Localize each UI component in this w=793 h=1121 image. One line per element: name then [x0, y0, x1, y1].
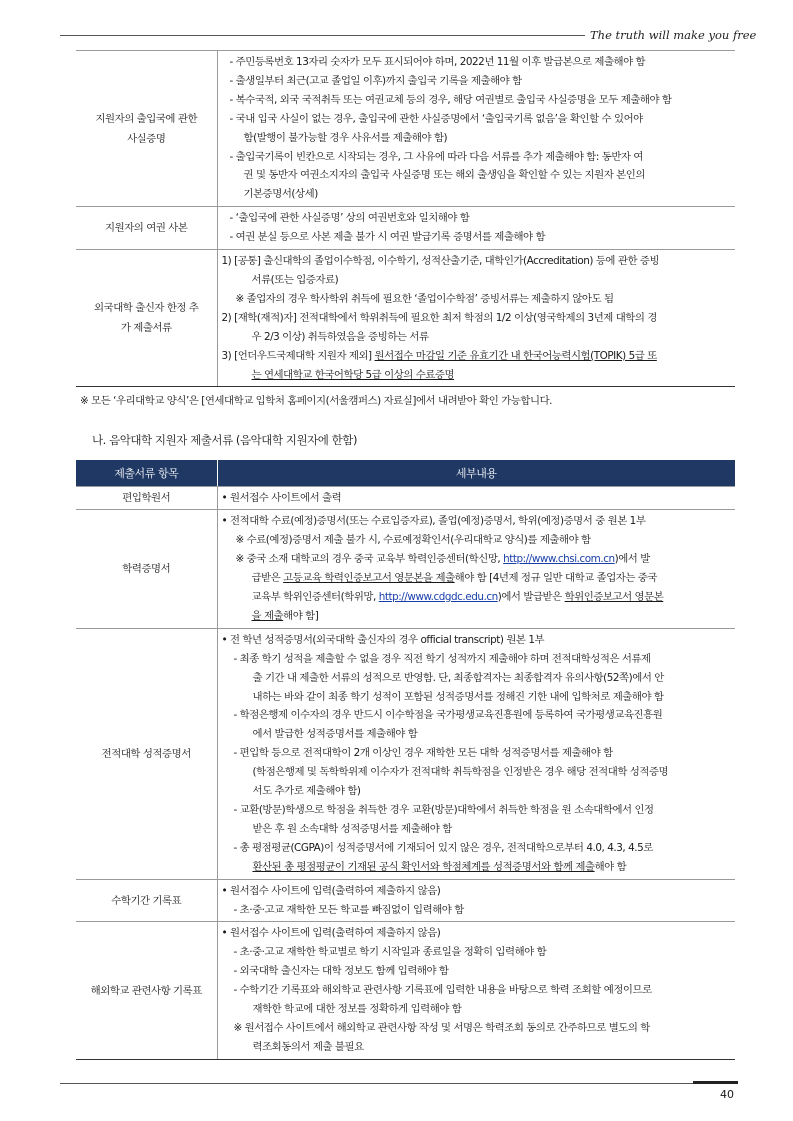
footer-rule — [60, 1083, 738, 1084]
cdgdc-link[interactable]: http://www.cdgdc.edu.cn — [378, 591, 498, 604]
table-row — [76, 207, 735, 250]
row-label: 편입학원서 — [76, 486, 217, 510]
content-line: - 출입국기록이 빈칸으로 시작되는 경우, 그 사유에 따라 다음 서류를 추가 제출해야 함: 동반자 여 — [229, 150, 643, 163]
row-label: 외국대학 출신자 한정 추가 제출서류 — [76, 250, 217, 387]
content-line: 내하는 바와 같이 최종 학기 성적이 포함된 성적증명서를 정해진 기한 내에 입학처로 제출해야 함 — [252, 690, 664, 703]
footnote: ※ 모든 ‘우리대학교 양식’은 [연세대학교 입학처 홈페이지(서울캠퍼스) 자료실]에서 내려받아 확인 가능합니다. — [80, 395, 553, 407]
section-title: 나. 음악대학 지원자 제출서류 (음악대학 지원자에 한함) — [92, 433, 358, 447]
column-header-detail: 세부내용 — [217, 460, 735, 486]
topik-line — [222, 347, 732, 366]
column-header-item: 제출서류 항목 — [76, 460, 217, 486]
row-label: 수학기간 기록표 — [76, 879, 217, 922]
table-row — [76, 250, 735, 387]
page-number: 40 — [720, 1088, 734, 1101]
content-line: 에서 발급한 성적증명서를 제출해야 함 — [252, 728, 418, 741]
table-header — [76, 460, 735, 486]
requirements-table-continued — [76, 50, 735, 387]
table-row — [76, 510, 735, 628]
content-line: 받은 후 원 소속대학 성적증명서를 제출해야 함 — [252, 822, 452, 835]
row-content — [217, 51, 735, 207]
content-line: 재학한 학교에 대한 정보를 정확하게 입력해야 함 — [252, 1003, 462, 1016]
content-line: - 수학기간 기록표와 해외학교 관련사항 기록표에 입력한 내용을 바탕으로 학력 조회할 예정이므로 — [233, 984, 652, 997]
content-line: 기본증명서(상세) — [243, 188, 318, 201]
content-line: - 주민등록번호 13자리 숫자가 모두 표시되어야 하며, 2022년 11월 이후 발급본으로 제출해야 함 — [229, 56, 646, 68]
row-content: • 전 학년 성적증명서(외국대학 출신자의 경우 official transcript) 원본 1부 - 최종 학기 성적을 제출할 수 없을 경우 직전 학기 성적까지 제출해야 하며 전적대학성적은 서류제 출 기간 내 제출한 서류의 성적으로 반영함. 단, 최종합격자는 최종합격자 유의사항(52쪽)에서 안 내하는 바와 같이 최종 학기 성적이 포함된 성적증명서를 정해진 기한 내에 입학처로 제출해야 함 - 학점은행제 이수자의 경우 반드시 이수학점을 국가평생교육진흥원에 등록하여 국가평생교육진흥원 에서 발급한 성적증명서를 제출해야 함 - 편입학 등으로 전적대학이 2개 이상인 경우 재학한 모든 대학 성적증명서를 제출해야 함 (학점은행제 및 독학학위제 이수자가 전적대학 취득학점을 인정받은 경우 해당 전적대학 성적증명 서도 추가로 제출해야 함) - 교환(방문)학생으로 학점을 취득한 경우 교환(방문)대학에서 취득한 학점을 원 소속대학에서 인정 받은 후 원 소속대학 성적증명서를 제출해야 함 - 총 평점평균(CGPA)이 성적증명서에 기재되어 있지 않은 경우, 전적대학으로부터 4.0, 4.3, 4.5로 환산된 총 평점평균이 기재된 공식 확인서와 학점체계를 성적증명서와 함께 제출해야 함 — [217, 628, 735, 879]
row-label: 지원자의 출입국에 관한 사실증명 — [76, 51, 217, 207]
content-line: - ‘출입국에 관한 사실증명’ 상의 여권번호와 일치해야 함 — [229, 212, 470, 225]
content-line: - 국내 입국 사실이 없는 경우, 출입국에 관한 사실증명에서 ‘출입국기록 없음’을 확인할 수 있어야 — [229, 112, 643, 125]
row-label: 전적대학 성적증명서 — [76, 628, 217, 879]
table-row — [76, 922, 735, 1059]
content-line: - 여권 분실 등으로 사본 제출 불가 시 여권 발급기록 증명서를 제출해야 함 — [229, 231, 546, 244]
table-row — [76, 628, 735, 879]
content-line: 출 기간 내 제출한 서류의 성적으로 반영함. 단, 최종합격자는 최종합격자 유의사항(52쪽)에서 안 — [252, 671, 664, 684]
row-label: 해외학교 관련사항 기록표 — [76, 922, 217, 1059]
topik-text: 3) [언더우드국제대학 지원자 제외] 원서접수 마감일 기준 유효기간 내 한국어능력시험(TOPIK) 5급 또 — [221, 349, 657, 362]
content-line: • 원서접수 사이트에 입력(출력하여 제출하지 않음) — [221, 927, 441, 940]
table-row — [76, 51, 735, 207]
music-college-documents-table — [76, 460, 735, 1060]
content-line: (학점은행제 및 독학학위제 이수자가 전적대학 취득학점을 인정받은 경우 해당 전적대학 성적증명 — [252, 766, 669, 779]
row-content — [217, 879, 735, 922]
content-line: 권 및 동반자 여권소지자의 출입국 사실증명 또는 해외 출생임을 확인할 수 있는 지원자 본인의 — [243, 169, 645, 182]
content-line: - 외국대학 출신자는 대학 정보도 함께 입력해야 함 — [233, 965, 449, 978]
content-line: - 최종 학기 성적을 제출할 수 없을 경우 직전 학기 성적까지 제출해야 하며 전적대학성적은 서류제 — [233, 652, 651, 665]
content-line: - 편입학 등으로 전적대학이 2개 이상인 경우 재학한 모든 대학 성적증명서를 제출해야 함 — [233, 747, 613, 760]
row-content — [217, 207, 735, 250]
row-content: 1) [공통] 출신대학의 졸업이수학점, 이수학기, 성적산출기준, 대학인가(Accreditation) 등에 관한 증빙 서류(또는 입증자료) ※ 졸업자의 경우 학사학위 취득에 필요한 ‘졸업이수학점’ 증빙서류는 제출하지 않아도 됨 2) [재학(재적)자] 전적대학에서 학위취득에 필요한 최저 학점의 1/2 이상(영국학제의 3년제 대학의 경 우 2/3 이상) 취득하였음을 증빙하는 서류 3) [언더우드국제대학 지원자 제외] 원서접수 마감일 기준 유효기간 내 한국어능력시험(TOPIK) 5급 또 는 연세대학교 한국어학당 5급 이상의 수료증명 — [217, 250, 735, 387]
row-label: 학력증명서 — [76, 510, 217, 628]
row-label: 지원자의 여권 사본 — [76, 207, 217, 250]
content-line: • 전 학년 성적증명서(외국대학 출신자의 경우 official transcript) 원본 1부 — [221, 633, 545, 646]
content-line: • 원서접수 사이트에 입력(출력하여 제출하지 않음) — [221, 884, 441, 897]
header-rule — [60, 35, 585, 36]
content-line: - 초·중·고교 재학한 모든 학교를 빠짐없이 입력해야 함 — [233, 903, 464, 916]
table-row — [76, 879, 735, 922]
footer-accent-bar — [693, 1081, 738, 1084]
content-line: ※ 원서접수 사이트에서 해외학교 관련사항 작성 및 서명은 학력조회 동의로 간주하므로 별도의 학 — [233, 1021, 650, 1034]
content-line: - 교환(방문)학생으로 학점을 취득한 경우 교환(방문)대학에서 취득한 학점을 원 소속대학에서 인정 — [233, 804, 654, 816]
table-row — [76, 486, 735, 510]
chsi-link[interactable]: http://www.chsi.com.cn — [503, 553, 615, 566]
content-line: 함(발행이 불가능할 경우 사유서를 제출해야 함) — [243, 131, 448, 144]
content-line: 서도 추가로 제출해야 함) — [252, 785, 361, 798]
content-line: - 복수국적, 외국 국적취득 또는 여권교체 등의 경우, 해당 여권별로 출입국 사실증명을 모두 제출해야 함 — [229, 93, 672, 106]
content-line: - 총 평점평균(CGPA)이 성적증명서에 기재되어 있지 않은 경우, 전적대학으로부터 4.0, 4.3, 4.5로 — [233, 841, 653, 854]
content-line: - 초·중·고교 재학한 학교별로 학기 시작일과 종료일을 정확히 입력해야 함 — [233, 946, 547, 959]
row-content: • 원서접수 사이트에서 출력 — [217, 486, 735, 510]
content-line: 력조회동의서 제출 불필요 — [252, 1040, 364, 1053]
row-content: • 전적대학 수료(예정)증명서(또는 수료입증자료), 졸업(예정)증명서, 학위(예정)증명서 중 원본 1부 ※ 수료(예정)증명서 제출 불가 시, 수료예정확인서(우리대학교 양식)를 제출해야 함 ※ 중국 소재 대학교의 경우 중국 교육부 학력인증센터(학신망, http://www.chsi.com.cn)에서 발 급받은 고등교육 학력인증보고서 영문본을 제출해야 함 [4년제 정규 일반 대학교 졸업자는 중국 교육부 학위인증센터(학위망, http://www.cdgdc.edu.cn)에서 발급받은 학위인증보고서 영문본 을 제출해야 함] — [217, 510, 735, 628]
row-content — [217, 922, 735, 1059]
content-line: - 학점은행제 이수자의 경우 반드시 이수학점을 국가평생교육진흥원에 등록하여 국가평생교육진흥원 — [233, 709, 663, 722]
header-motto: The truth will make you free — [590, 28, 757, 42]
content-line: - 출생일부터 최근(고교 졸업일 이후)까지 출입국 기록을 제출해야 함 — [229, 74, 522, 87]
